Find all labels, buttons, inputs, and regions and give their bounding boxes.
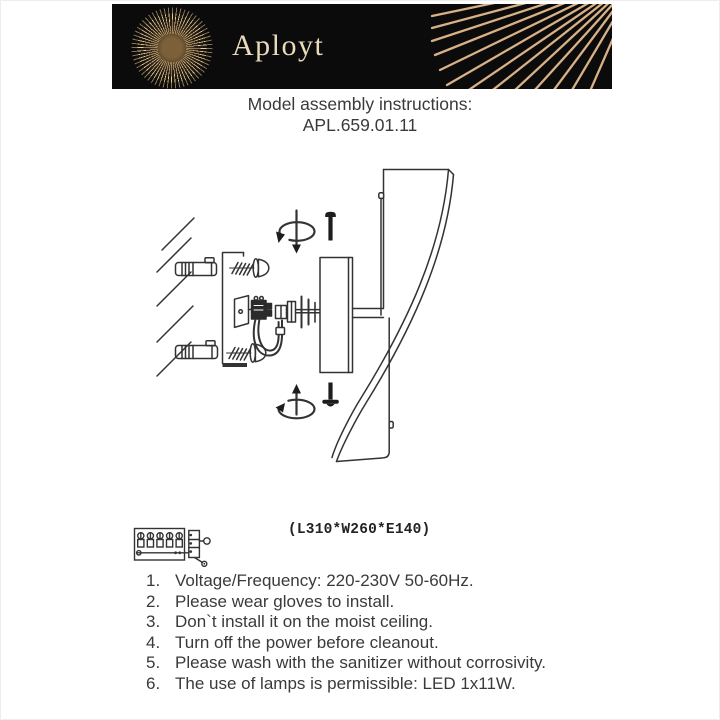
instruction-item	[146, 612, 596, 633]
instruction-text: Voltage/Frequency: 220-230V 50-60Hz.	[175, 571, 474, 590]
instruction-number: 5.	[146, 653, 161, 672]
brand-wordmark: Aployt	[232, 29, 325, 62]
fixing-screw-bottom	[322, 383, 339, 407]
instruction-text: The use of lamps is permissible: LED 1x11W.	[175, 673, 516, 693]
instruction-number: 2.	[146, 591, 161, 611]
title-line-1: Model assembly instructions:	[247, 94, 473, 114]
instruction-item	[146, 674, 596, 695]
instruction-item	[146, 592, 596, 613]
instruction-number: 1.	[146, 571, 161, 590]
instruction-text: Please wash with the sanitizer without corrosivity.	[175, 653, 547, 672]
back-plate	[235, 296, 253, 328]
wall-anchor-top	[176, 258, 217, 276]
support-arm	[353, 309, 384, 318]
instruction-text: Please wear gloves to install.	[175, 591, 395, 611]
terminal-block-diagram	[130, 515, 220, 570]
rotation-arrow-icon	[276, 211, 315, 254]
instruction-item	[146, 653, 596, 674]
wall-anchor-bottom	[176, 341, 218, 359]
dimensions-label: (L310*W260*E140)	[288, 522, 431, 538]
instruction-text: Don`t install it on the moist ceiling.	[175, 612, 433, 631]
model-number: APL.659.01.11	[302, 115, 418, 135]
junction-box	[252, 297, 272, 320]
wall-lamp-assembly-diagram	[140, 160, 470, 475]
instruction-number: 4.	[146, 632, 161, 652]
instruction-item	[146, 571, 596, 592]
wire-connector	[189, 531, 200, 558]
brand-banner	[112, 4, 612, 89]
lamp-base-cylinder	[320, 258, 353, 373]
instructions-list	[146, 571, 596, 694]
decorative-rays-icon	[112, 4, 612, 89]
instruction-number: 6.	[146, 673, 161, 693]
rotation-arrow-icon-bottom	[276, 384, 315, 418]
instruction-number: 3.	[146, 612, 161, 631]
lead-wires	[254, 319, 285, 356]
terminal-screws	[138, 533, 183, 547]
instruction-text: Turn off the power before cleanout.	[175, 632, 439, 652]
fixing-screw-top	[325, 212, 336, 241]
page-title	[0, 94, 720, 136]
instruction-item	[146, 633, 596, 654]
mounting-screw-top	[230, 259, 269, 277]
